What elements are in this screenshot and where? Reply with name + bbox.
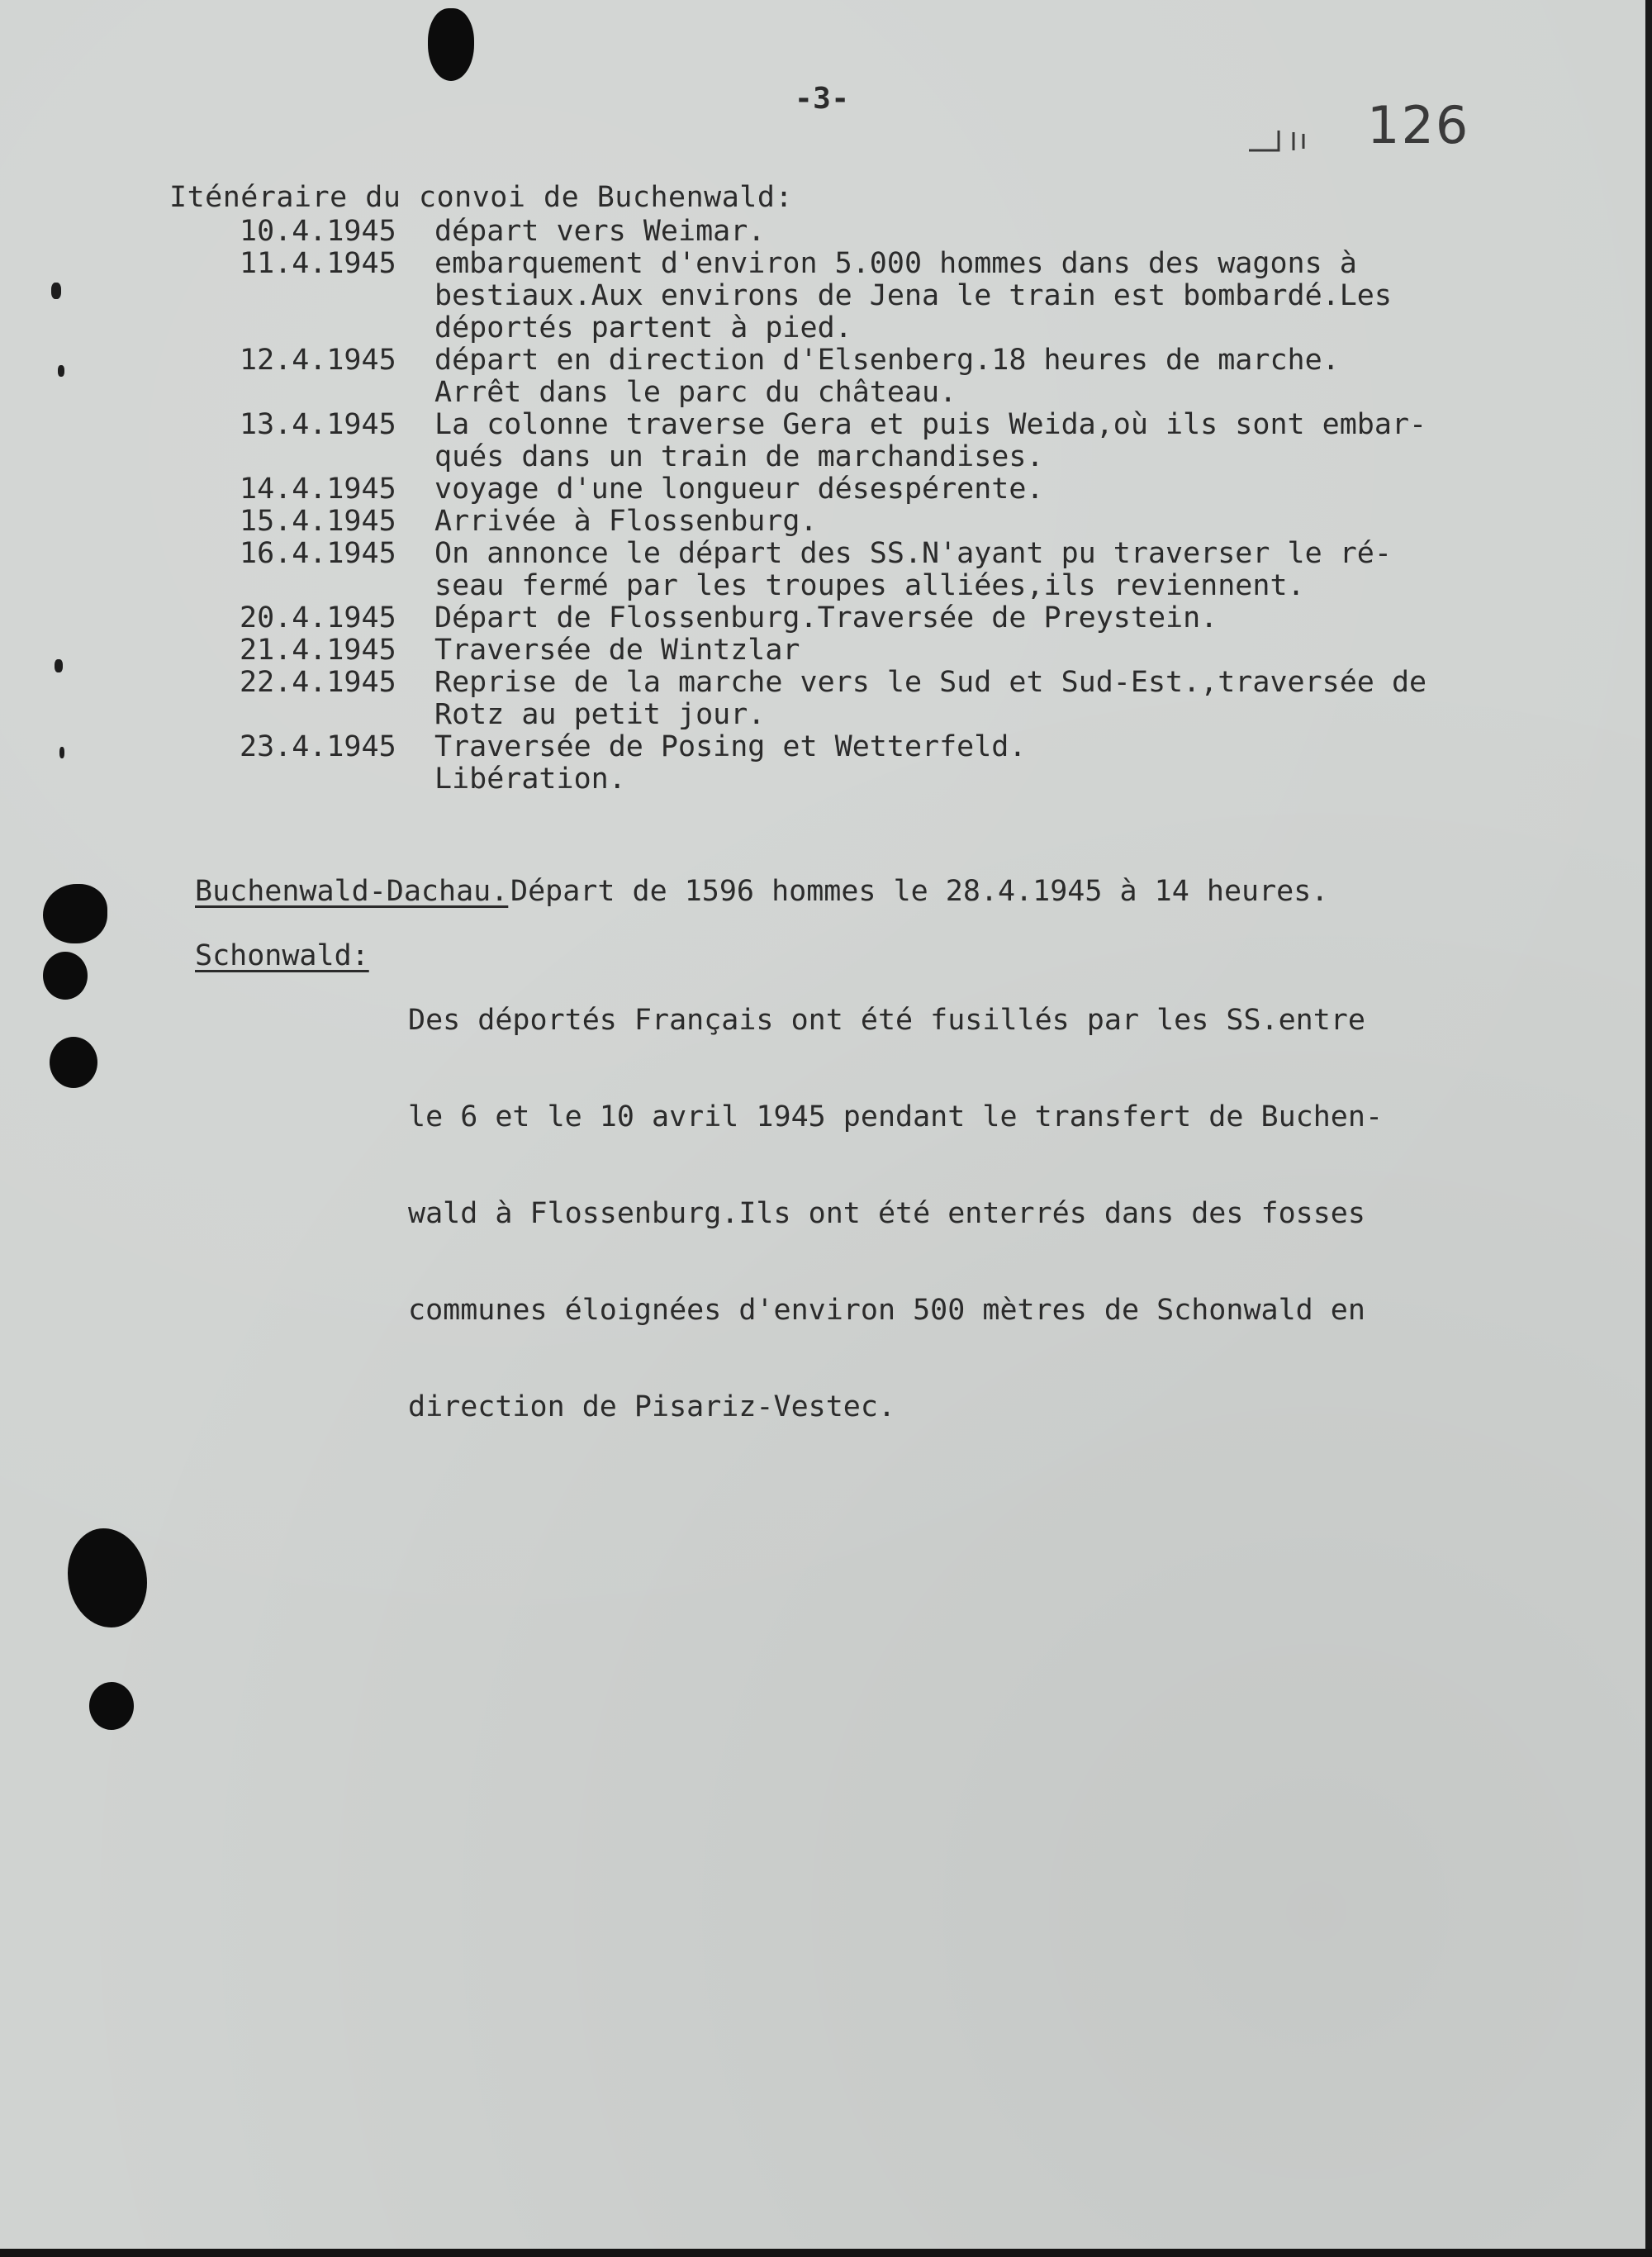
itinerary-text [434,667,1427,731]
itinerary-text [434,506,818,538]
itinerary-text [434,216,765,248]
itinerary-line: embarquement d'environ 5.000 hommes dans des wagons à [434,247,1357,280]
itinerary-text [434,473,1044,506]
itinerary-date: 22.4.1945 [240,666,396,699]
archive-number: 126 [1367,95,1470,155]
itinerary-date: 14.4.1945 [240,473,396,506]
margin-speck [55,659,63,672]
itinerary-text [434,538,1392,602]
buchenwald-dachau-text: Départ de 1596 hommes le 28.4.1945 à 14 heures. [510,875,1329,908]
margin-speck [51,283,61,299]
itinerary-line: déportés partent à pied. [434,311,852,344]
margin-speck [59,747,64,758]
punch-hole [50,1037,97,1088]
itinerary-date: 12.4.1945 [240,344,396,377]
itinerary-line: Libération. [434,763,626,796]
margin-speck [58,365,64,377]
itinerary-text [434,344,1340,409]
itinerary-line: Traversée de Wintzlar [434,634,800,667]
scan-border-bottom [0,2249,1652,2257]
itinerary-date: 20.4.1945 [240,601,396,634]
itinerary-line: Traversée de Posing et Wetterfeld. [434,730,1027,763]
itinerary-date: 23.4.1945 [240,730,396,763]
scan-border-right [1645,0,1652,2257]
itinerary-text [434,731,1026,796]
itinerary-line: Reprise de la marche vers le Sud et Sud-Est.,traversée de [434,666,1427,699]
itinerary-text [434,409,1427,473]
schonwald-line: le 6 et le 10 avril 1945 pendant le transfert de Buchen- [408,1100,1384,1133]
punch-hole [89,1682,134,1730]
itinerary-text [434,634,800,667]
punch-hole [43,884,107,943]
archive-mark-icon [1246,124,1320,157]
itinerary-text [434,248,1392,344]
itinerary-line: On annonce le départ des SS.N'ayant pu traverser le ré- [434,537,1392,570]
itinerary-line: départ vers Weimar. [434,215,766,248]
buchenwald-dachau-label: Buchenwald-Dachau. [195,875,509,908]
itinerary-line: départ en direction d'Elsenberg.18 heures de marche. [434,344,1340,377]
itinerary-line: Arrivée à Flossenburg. [434,505,818,538]
itinerary-date: 15.4.1945 [240,505,396,538]
schonwald-label: Schonwald: [195,939,369,972]
itinerary-line: Arrêt dans le parc du château. [434,376,957,409]
schonwald-line: wald à Flossenburg.Ils ont été enterrés dans des fosses [408,1197,1365,1230]
schonwald-line: direction de Pisariz-Vestec. [408,1390,896,1423]
itinerary-line: seau fermé par les troupes alliées,ils reviennent. [434,569,1305,602]
itinerary-date: 13.4.1945 [240,408,396,441]
itinerary-line: Départ de Flossenburg.Traversée de Preystein. [434,601,1218,634]
itinerary-line: bestiaux.Aux environs de Jena le train est bombardé.Les [434,279,1392,312]
itinerary-line: La colonne traverse Gera et puis Weida,où ils sont embar- [434,408,1427,441]
itinerary-title: Iténéraire du convoi de Buchenwald: [169,181,794,214]
schonwald-text [408,940,1383,1488]
punch-hole [68,1528,147,1627]
itinerary-date: 11.4.1945 [240,247,396,280]
page-number: -3- [795,82,850,116]
itinerary-line: voyage d'une longueur désespérente. [434,473,1044,506]
itinerary-text [434,602,1218,634]
itinerary-line: qués dans un train de marchandises. [434,440,1044,473]
punch-hole [43,952,88,1000]
schonwald-line: communes éloignées d'environ 500 mètres de Schonwald en [408,1294,1365,1327]
itinerary-date: 10.4.1945 [240,215,396,248]
schonwald-line: Des déportés Français ont été fusillés par les SS.entre [408,1004,1365,1037]
punch-hole-top [428,8,474,81]
itinerary-date: 21.4.1945 [240,634,396,667]
itinerary-line: Rotz au petit jour. [434,698,766,731]
itinerary-date: 16.4.1945 [240,537,396,570]
